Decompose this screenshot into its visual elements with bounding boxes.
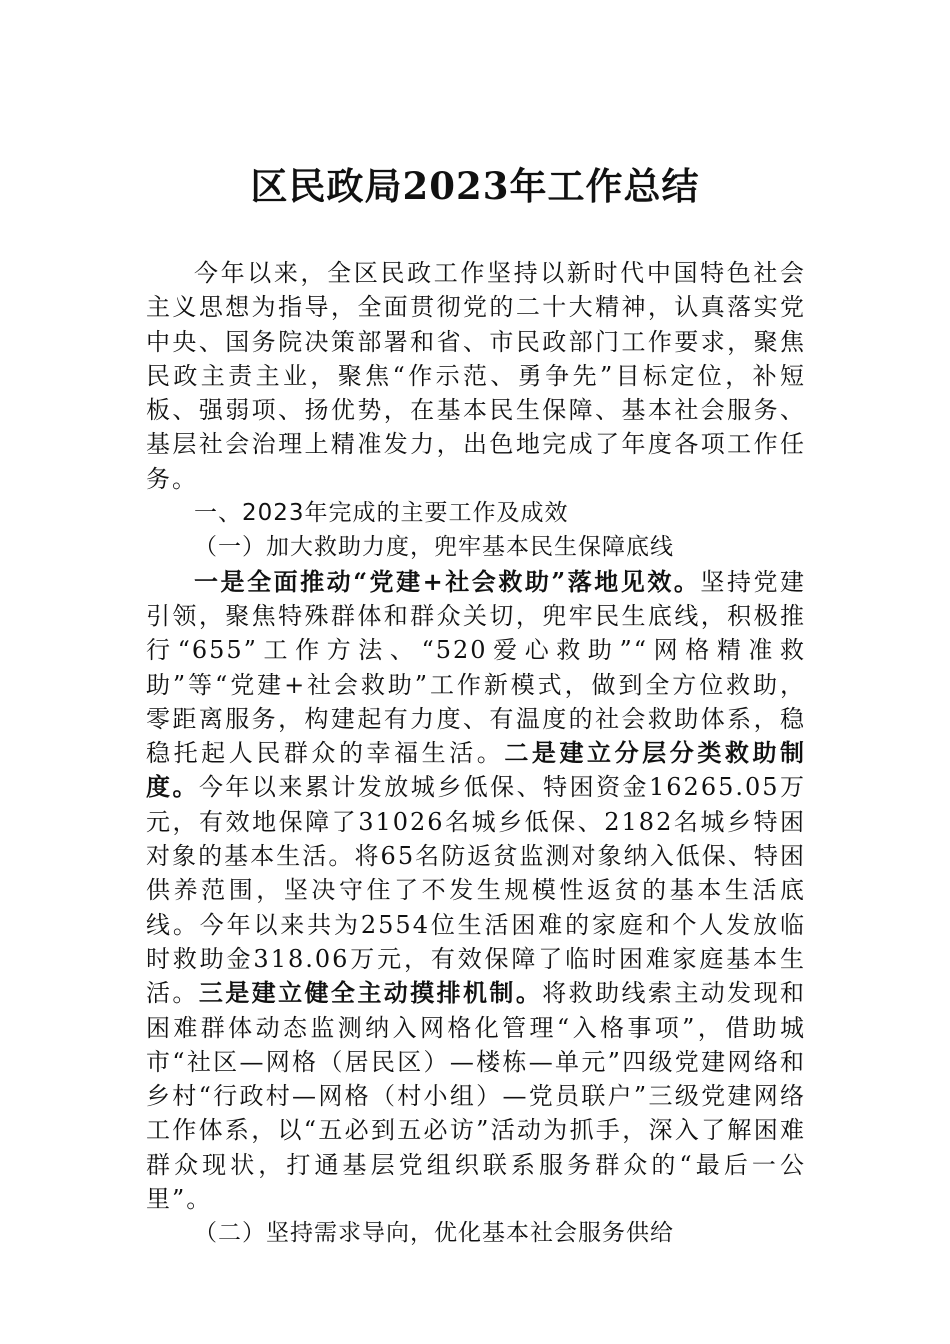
subsection-heading-1: （一）加大救助力度，兜牢基本民生保障底线 [194, 534, 674, 561]
point-two-heading: 二是建立分层分类救助制度。 [146, 738, 807, 802]
point-one-heading: 一是全面推动“党建+社会救助”落地见效。 [194, 566, 701, 596]
point-two-text: 今年以来累计发放城乡低保、特困资金16265.05万元，有效地保障了31026名城乡低保、2182名城乡特困对象的基本生活。将65名防返贫监测对象纳入低保、特困供养范围，坚决守住了不发生规模性返贫的基本生活底线。今年以来共为2554位生活困难的家庭和个人发放临时救助金318.06万元，有效保障了临时困难家庭基本生活。 [146, 773, 807, 1008]
document-title: 区民政局2023年工作总结 [250, 164, 700, 208]
point-three-heading: 三是建立健全主动摸排机制。 [198, 978, 543, 1008]
subsection-heading-2: （二）坚持需求导向，优化基本社会服务供给 [194, 1220, 674, 1247]
relief-paragraph [146, 565, 806, 1217]
intro-paragraph: 今年以来，全区民政工作坚持以新时代中国特色社会主义思想为指导，全面贯彻党的二十大精神，认真落实党中央、国务院决策部署和省、市民政部门工作要求，聚焦民政主责主业，聚焦“作示范、勇争先”目标定位，补短板、强弱项、扬优势，在基本民生保障、基本社会服务、基层社会治理上精准发力，出色地完成了年度各项工作任务。 [146, 259, 806, 493]
document-body [146, 256, 806, 1251]
section-heading-1: 一、2023年完成的主要工作及成效 [194, 500, 569, 527]
point-one-text: 坚持党建引领，聚焦特殊群体和群众关切，兜牢民生底线，积极推行“655”工作方法、“520爱心救助”“网格精准救助”等“党建+社会救助”工作新模式，做到全方位救助，零距离服务，构建起有力度、有温度的社会救助体系，稳稳托起人民群众的幸福生活。 [146, 567, 807, 768]
point-three-text: 将救助线索主动发现和困难群体动态监测纳入网格化管理“入格事项”，借助城市“社区—网格（居民区）—楼栋—单元”四级党建网络和乡村“行政村—网格（村小组）—党员联户”三级党建网络工作体系，以“五必到五必访”活动为抓手，深入了解困难群众现状，打通基层党组织联系服务群众的“最后一公里”。 [146, 979, 807, 1214]
